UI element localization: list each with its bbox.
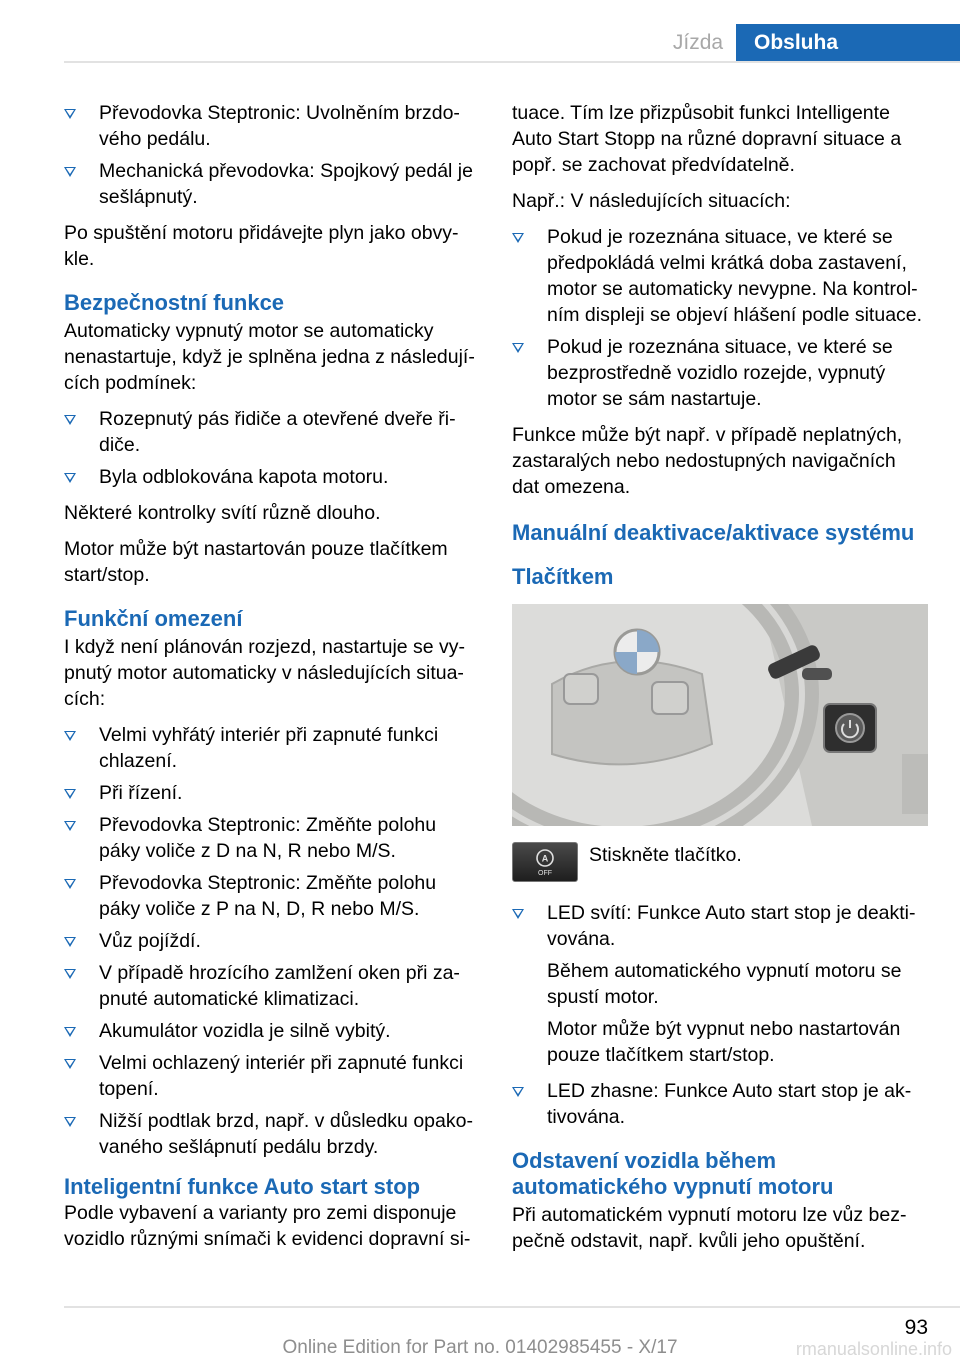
tab-obsluha[interactable]: Obsluha (736, 24, 960, 62)
bullet-list-start-conditions (64, 100, 476, 210)
heading-function-limits: Funkční omezení (64, 606, 243, 631)
paragraph: Motor může být nastartován pouze tlačítkem start/stop. (64, 538, 448, 586)
list-item: Byla odblokována kapota motoru. (64, 464, 476, 490)
bullet-list-led (512, 900, 928, 1130)
footer-edition: Online Edition for Part no. 01402985455 - X/17 (282, 1337, 678, 1358)
bullet-list-safety (64, 406, 476, 490)
svg-text:A: A (541, 853, 549, 864)
list-item: LED svítí: Funkce Auto start stop je deakti‐vována. Během automatického vypnutí motoru se spustí motor. Motor může být vypnut nebo nastartován pouze tlačítkem start/stop. (512, 900, 928, 1068)
paragraph: Např.: V následujících situacích: (512, 190, 791, 212)
paragraph: I když není plánován rozjezd, nastartuje se vy‐pnutý motor automaticky v následujících situa‐cích: (64, 636, 466, 710)
press-button-instruction (512, 842, 928, 882)
press-button-text: Stiskněte tlačítko. (589, 844, 742, 866)
paragraph: Podle vybavení a varianty pro zemi disponuje vozidlo různými snímači k evidenci dopravní si‐ (64, 1202, 471, 1250)
bullet-triangle-icon (64, 167, 76, 177)
heading-manual-deactivation: Manuální deaktivace/aktivace systému (512, 520, 915, 545)
bullet-triangle-icon (64, 109, 76, 119)
list-item: Pokud je rozeznána situace, ve které se předpokládá velmi krátká doba zastavení, motor se automaticky nevypne. Na kontrol‐ním displeji se objeví hlášení podle situace. (512, 224, 928, 328)
bullet-triangle-icon (64, 1059, 76, 1069)
list-item: Převodovka Steptronic: Změňte polohu páky voliče z D na N, R nebo M/S. (64, 812, 476, 864)
section-tabs (660, 24, 960, 62)
bullet-triangle-icon (512, 233, 524, 243)
heading-intelligent-auto-start-stop: Inteligentní funkce Auto start stop (64, 1174, 421, 1199)
list-item: Při řízení. (64, 780, 476, 806)
bullet-triangle-icon (64, 731, 76, 741)
bullet-triangle-icon (64, 415, 76, 425)
bullet-triangle-icon (64, 937, 76, 947)
list-item: Velmi ochlazený interiér při zapnuté funkci topení. (64, 1050, 476, 1102)
bullet-triangle-icon (64, 473, 76, 483)
bullet-triangle-icon (64, 969, 76, 979)
right-column (512, 100, 928, 1264)
list-item: V případě hrozícího zamlžení oken při za‐pnuté automatické klimatizaci. (64, 960, 476, 1012)
left-column (64, 100, 476, 1262)
paragraph: Při automatickém vypnutí motoru lze vůz bez‐pečně odstavit, např. kvůli jeho opuštění. (512, 1204, 907, 1252)
bullet-triangle-icon (512, 343, 524, 353)
auto-start-stop-off-button-icon (512, 842, 578, 882)
list-item: Vůz pojíždí. (64, 928, 476, 954)
bullet-triangle-icon (64, 789, 76, 799)
paragraph: Po spuštění motoru přidávejte plyn jako obvy‐kle. (64, 222, 459, 270)
heading-by-button: Tlačítkem (512, 564, 614, 589)
steering-wheel-illustration (512, 604, 928, 826)
list-item: Pokud je rozeznána situace, ve které se bezprostředně vozidlo rozejde, vypnutý motor se sám nastartuje. (512, 334, 928, 412)
sub-paragraph: Motor může být vypnut nebo nastartován pouze tlačítkem start/stop. (547, 1018, 901, 1066)
header-divider (64, 61, 960, 63)
bullet-triangle-icon (64, 879, 76, 889)
list-item: Rozepnutý pás řidiče a otevřené dveře ři‐diče. (64, 406, 476, 458)
list-item: Převodovka Steptronic: Uvolněním brzdo‐vého pedálu. (64, 100, 476, 152)
steering-wheel-photo (512, 604, 928, 826)
auto-start-stop-symbol-icon (525, 847, 565, 877)
off-label: OFF (538, 870, 552, 877)
paragraph: tuace. Tím lze přizpůsobit funkci Intelligente Auto Start Stopp na různé dopravní situace a popř. se zachovat předvídatelně. (512, 102, 902, 176)
list-item: LED zhasne: Funkce Auto start stop je ak‐tivována. (512, 1078, 928, 1130)
sub-paragraph: Během automatického vypnutí motoru se spustí motor. (547, 960, 902, 1008)
page-number: 93 (904, 1316, 928, 1339)
list-item: Převodovka Steptronic: Změňte polohu páky voliče z P na N, D, R nebo M/S. (64, 870, 476, 922)
paragraph: Funkce může být např. v případě neplatných, zastaralých nebo nedostupných navigačních dat omezena. (512, 424, 903, 498)
list-item: Nižší podtlak brzd, např. v důsledku opako‐vaného sešlápnutí pedálu brzdy. (64, 1108, 476, 1160)
tab-jizda[interactable]: Jízda (660, 24, 736, 62)
list-item: Akumulátor vozidla je silně vybitý. (64, 1018, 476, 1044)
bullet-triangle-icon (512, 909, 524, 919)
paragraph: Automaticky vypnutý motor se automaticky nenastartuje, když je splněna jedna z následují‐cích podmínek: (64, 320, 475, 394)
bullet-triangle-icon (512, 1087, 524, 1097)
bullet-triangle-icon (64, 1027, 76, 1037)
watermark: rmanualsonline.info (795, 1339, 952, 1359)
paragraph: Některé kontrolky svítí různě dlouho. (64, 502, 381, 524)
list-item: Mechanická převodovka: Spojkový pedál je sešlápnutý. (64, 158, 476, 210)
bullet-triangle-icon (64, 821, 76, 831)
footer-divider (64, 1306, 960, 1308)
bullet-list-limits (64, 722, 476, 1160)
heading-safety-functions: Bezpečnostní funkce (64, 290, 285, 315)
heading-parking-during-auto-off: Odstavení vozidla během automatického vypnutí motoru (512, 1148, 834, 1199)
bullet-list-situations (512, 224, 928, 412)
bullet-triangle-icon (64, 1117, 76, 1127)
list-item: Velmi vyhřátý interiér při zapnuté funkci chlazení. (64, 722, 476, 774)
